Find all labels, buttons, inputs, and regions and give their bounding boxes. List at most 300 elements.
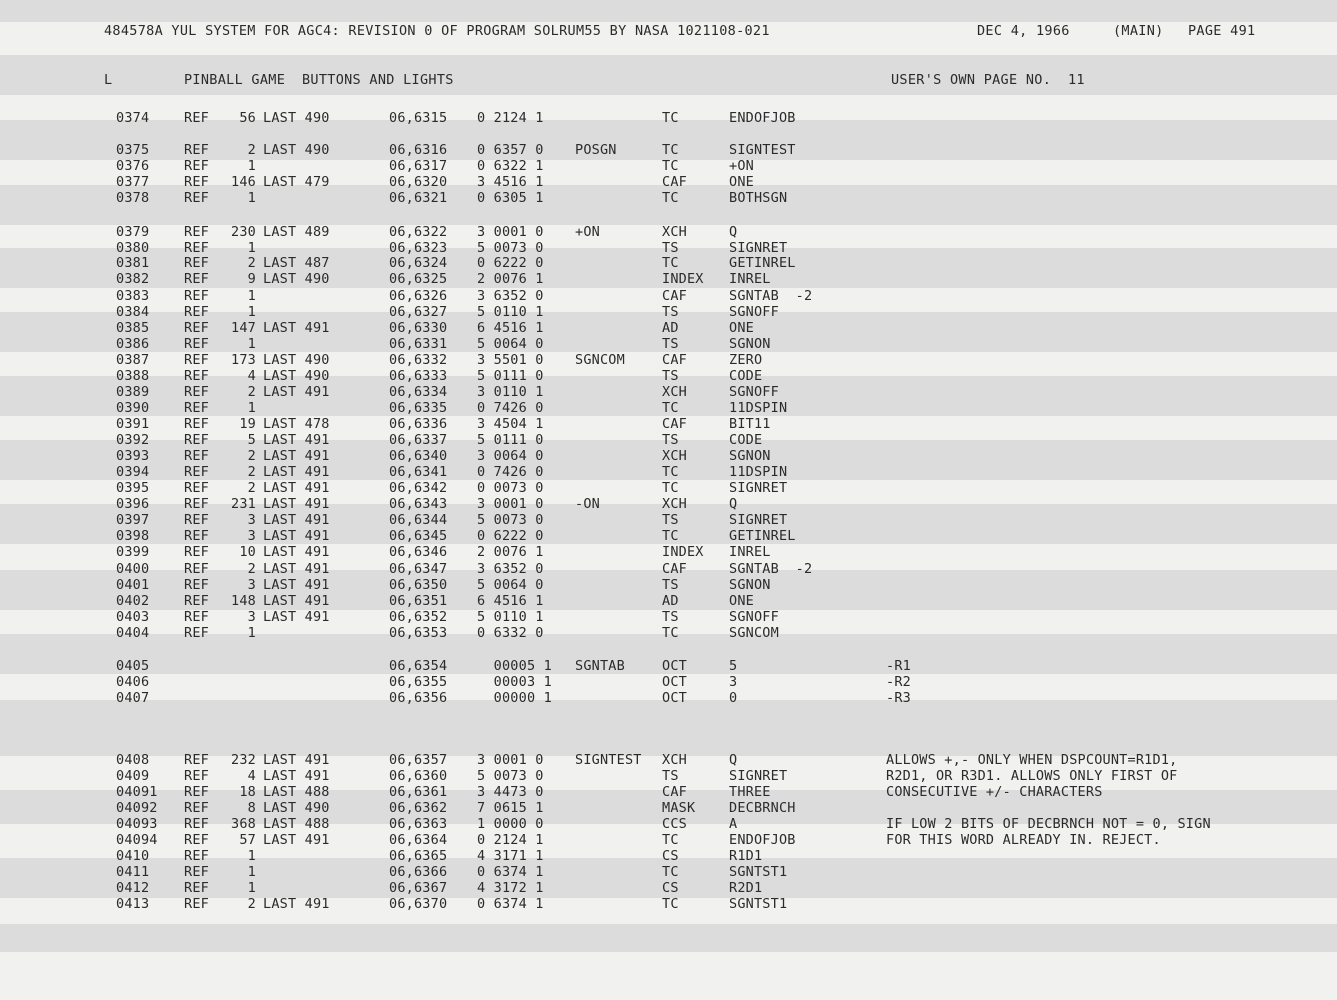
octal-code: 0 6305 1 (477, 190, 544, 206)
listing-line (0, 496, 1337, 512)
listing-line (0, 848, 1337, 864)
operand: 11DSPIN (729, 400, 788, 416)
octal-code: 2 0076 1 (477, 271, 544, 287)
octal-code: 5 0073 0 (477, 512, 544, 528)
octal-code: 0 6332 0 (477, 625, 544, 641)
last-page: LAST 491 (263, 464, 330, 480)
octal-code: 3 5501 0 (477, 352, 544, 368)
page-title: PINBALL GAME BUTTONS AND LIGHTS (184, 72, 454, 88)
memory-address: 06,6343 (389, 496, 448, 512)
last-page: LAST 491 (263, 593, 330, 609)
memory-address: 06,6364 (389, 832, 448, 848)
octal-code: 3 0110 1 (477, 384, 544, 400)
ref-count: 232 (231, 752, 256, 768)
opcode: TS (662, 368, 679, 384)
ref-count: 231 (231, 496, 256, 512)
ref-tag: REF (184, 768, 209, 784)
memory-address: 06,6332 (389, 352, 448, 368)
line-number: 0409 (116, 768, 150, 784)
ref-count: 56 (239, 110, 256, 126)
opcode: OCT (662, 658, 687, 674)
operand: SIGNRET (729, 768, 788, 784)
operand: SIGNRET (729, 480, 788, 496)
octal-code: 0 7426 0 (477, 400, 544, 416)
memory-address: 06,6324 (389, 255, 448, 271)
memory-address: 06,6342 (389, 480, 448, 496)
opcode: TC (662, 158, 679, 174)
last-page: LAST 491 (263, 609, 330, 625)
remark: -R3 (886, 690, 911, 706)
ref-tag: REF (184, 880, 209, 896)
ref-count: 2 (247, 142, 256, 158)
operand: ONE (729, 593, 754, 609)
ref-count: 1 (247, 240, 256, 256)
opcode: OCT (662, 674, 687, 690)
operand: ONE (729, 320, 754, 336)
ref-count: 1 (247, 864, 256, 880)
octal-code: 4 3172 1 (477, 880, 544, 896)
ref-tag: REF (184, 577, 209, 593)
last-page: LAST 490 (263, 368, 330, 384)
line-number: 0413 (116, 896, 150, 912)
ref-tag: REF (184, 480, 209, 496)
paper-band (0, 700, 1337, 756)
remark: FOR THIS WORD ALREADY IN. REJECT. (886, 832, 1161, 848)
ref-tag: REF (184, 288, 209, 304)
operand: THREE (729, 784, 771, 800)
last-page: LAST 491 (263, 320, 330, 336)
ref-count: 3 (247, 512, 256, 528)
operand: ENDOFJOB (729, 832, 796, 848)
ref-count: 2 (247, 255, 256, 271)
last-page: LAST 490 (263, 352, 330, 368)
last-page: LAST 491 (263, 448, 330, 464)
ref-tag: REF (184, 832, 209, 848)
ref-tag: REF (184, 496, 209, 512)
symbol-label: SGNTAB (575, 658, 625, 674)
octal-code: 5 0111 0 (477, 432, 544, 448)
last-page: LAST 490 (263, 271, 330, 287)
memory-address: 06,6336 (389, 416, 448, 432)
line-number: 04094 (116, 832, 158, 848)
ref-tag: REF (184, 625, 209, 641)
operand: R1D1 (729, 848, 763, 864)
listing-line (0, 768, 1337, 784)
octal-code: 3 0064 0 (477, 448, 544, 464)
listing-line (0, 448, 1337, 464)
opcode: TC (662, 896, 679, 912)
operand: CODE (729, 432, 763, 448)
listing-line (0, 142, 1337, 158)
memory-address: 06,6322 (389, 224, 448, 240)
octal-code: 3 4516 1 (477, 174, 544, 190)
ref-count: 1 (247, 336, 256, 352)
memory-address: 06,6346 (389, 544, 448, 560)
line-number: 0385 (116, 320, 150, 336)
memory-address: 06,6330 (389, 320, 448, 336)
memory-address: 06,6347 (389, 561, 448, 577)
opcode: CS (662, 848, 679, 864)
line-number: 0393 (116, 448, 150, 464)
octal-code: 3 0001 0 (477, 496, 544, 512)
opcode: INDEX (662, 271, 704, 287)
ref-tag: REF (184, 368, 209, 384)
memory-address: 06,6327 (389, 304, 448, 320)
opcode: XCH (662, 496, 687, 512)
listing-line (0, 896, 1337, 912)
ref-count: 230 (231, 224, 256, 240)
listing-line (0, 674, 1337, 690)
operand: SIGNRET (729, 240, 788, 256)
listing-line (0, 304, 1337, 320)
listing-line (0, 271, 1337, 287)
ref-count: 2 (247, 448, 256, 464)
octal-code: 6 4516 1 (477, 320, 544, 336)
opcode: XCH (662, 752, 687, 768)
opcode: TS (662, 240, 679, 256)
operand: SGNOFF (729, 304, 779, 320)
ref-tag: REF (184, 864, 209, 880)
line-number: 0387 (116, 352, 150, 368)
ref-tag: REF (184, 224, 209, 240)
listing-line (0, 752, 1337, 768)
line-number: 0391 (116, 416, 150, 432)
ref-count: 3 (247, 528, 256, 544)
operand: SGNTAB -2 (729, 561, 813, 577)
opcode: TC (662, 832, 679, 848)
page-number: PAGE 491 (1188, 23, 1256, 39)
listing-line (0, 880, 1337, 896)
listing-line (0, 816, 1337, 832)
ref-tag: REF (184, 896, 209, 912)
memory-address: 06,6337 (389, 432, 448, 448)
operand: DECBRNCH (729, 800, 796, 816)
listing-line (0, 577, 1337, 593)
memory-address: 06,6321 (389, 190, 448, 206)
line-number: 0383 (116, 288, 150, 304)
ref-count: 1 (247, 400, 256, 416)
memory-address: 06,6340 (389, 448, 448, 464)
ref-count: 2 (247, 464, 256, 480)
octal-code: 4 3171 1 (477, 848, 544, 864)
listing-line (0, 368, 1337, 384)
operand: SIGNTEST (729, 142, 796, 158)
ref-count: 1 (247, 288, 256, 304)
memory-address: 06,6325 (389, 271, 448, 287)
last-page: LAST 491 (263, 528, 330, 544)
octal-code: 5 0110 1 (477, 304, 544, 320)
line-number: 0410 (116, 848, 150, 864)
ref-tag: REF (184, 784, 209, 800)
ref-tag: REF (184, 848, 209, 864)
opcode: AD (662, 593, 679, 609)
ref-tag: REF (184, 448, 209, 464)
listing-line (0, 561, 1337, 577)
line-number: 0380 (116, 240, 150, 256)
line-number: 0398 (116, 528, 150, 544)
ref-count: 1 (247, 304, 256, 320)
opcode: XCH (662, 224, 687, 240)
listing-line (0, 158, 1337, 174)
operand: SGNON (729, 336, 771, 352)
ref-count: 3 (247, 609, 256, 625)
operand: SGNON (729, 577, 771, 593)
line-number: 0400 (116, 561, 150, 577)
listing-line (0, 432, 1337, 448)
line-number: 0378 (116, 190, 150, 206)
operand: SGNON (729, 448, 771, 464)
listing-line (0, 174, 1337, 190)
octal-code: 0 7426 0 (477, 464, 544, 480)
opcode: TC (662, 255, 679, 271)
line-number: 0386 (116, 336, 150, 352)
memory-address: 06,6344 (389, 512, 448, 528)
opcode: TS (662, 609, 679, 625)
listing-section: (MAIN) (1113, 23, 1164, 39)
ref-tag: REF (184, 384, 209, 400)
ref-count: 146 (231, 174, 256, 190)
line-number: 0381 (116, 255, 150, 271)
opcode: CCS (662, 816, 687, 832)
operand: SGNCOM (729, 625, 779, 641)
ref-tag: REF (184, 432, 209, 448)
memory-address: 06,6341 (389, 464, 448, 480)
ref-count: 1 (247, 158, 256, 174)
operand: 3 (729, 674, 738, 690)
opcode: CAF (662, 561, 687, 577)
opcode: TC (662, 464, 679, 480)
opcode: TC (662, 480, 679, 496)
line-number: 0397 (116, 512, 150, 528)
opcode: TC (662, 528, 679, 544)
line-number: 0396 (116, 496, 150, 512)
memory-address: 06,6316 (389, 142, 448, 158)
ref-count: 1 (247, 190, 256, 206)
line-number: 0376 (116, 158, 150, 174)
ref-tag: REF (184, 352, 209, 368)
listing-line (0, 400, 1337, 416)
operand: SGNTST1 (729, 864, 788, 880)
ref-tag: REF (184, 816, 209, 832)
last-page: LAST 490 (263, 142, 330, 158)
octal-code: 0 6222 0 (477, 255, 544, 271)
operand: CODE (729, 368, 763, 384)
listing-line (0, 240, 1337, 256)
listing-line (0, 658, 1337, 674)
octal-code: 3 6352 0 (477, 561, 544, 577)
memory-address: 06,6323 (389, 240, 448, 256)
memory-address: 06,6320 (389, 174, 448, 190)
last-page: LAST 491 (263, 561, 330, 577)
opcode: MASK (662, 800, 696, 816)
operand: A (729, 816, 738, 832)
listing-line (0, 320, 1337, 336)
last-page: LAST 491 (263, 512, 330, 528)
listing-line (0, 625, 1337, 641)
opcode: TC (662, 190, 679, 206)
listing-line (0, 110, 1337, 126)
line-number: 0404 (116, 625, 150, 641)
listing-line (0, 690, 1337, 706)
line-number: 04093 (116, 816, 158, 832)
listing-line (0, 288, 1337, 304)
last-page: LAST 488 (263, 816, 330, 832)
last-page: LAST 491 (263, 768, 330, 784)
memory-address: 06,6366 (389, 864, 448, 880)
opcode: TC (662, 625, 679, 641)
line-number: 0406 (116, 674, 150, 690)
ref-count: 18 (239, 784, 256, 800)
last-page: LAST 491 (263, 752, 330, 768)
memory-address: 06,6357 (389, 752, 448, 768)
octal-code: 00003 1 (477, 674, 552, 690)
line-number: 04092 (116, 800, 158, 816)
line-number: 0382 (116, 271, 150, 287)
ref-tag: REF (184, 110, 209, 126)
octal-code: 6 4516 1 (477, 593, 544, 609)
last-page: LAST 490 (263, 800, 330, 816)
ref-count: 2 (247, 896, 256, 912)
last-page: LAST 490 (263, 110, 330, 126)
memory-address: 06,6370 (389, 896, 448, 912)
memory-address: 06,6352 (389, 609, 448, 625)
opcode: TS (662, 512, 679, 528)
memory-address: 06,6367 (389, 880, 448, 896)
opcode: TS (662, 577, 679, 593)
opcode: XCH (662, 384, 687, 400)
listing-line (0, 480, 1337, 496)
operand: INREL (729, 271, 771, 287)
ref-count: 10 (239, 544, 256, 560)
listing-system-header: 484578A YUL SYSTEM FOR AGC4: REVISION 0 OF PROGRAM SOLRUM55 BY NASA 1021108-021 (104, 23, 770, 39)
remark: IF LOW 2 BITS OF DECBRNCH NOT = 0, SIGN (886, 816, 1211, 832)
listing-line (0, 416, 1337, 432)
operand: Q (729, 496, 738, 512)
octal-code: 5 0111 0 (477, 368, 544, 384)
octal-code: 5 0064 0 (477, 577, 544, 593)
ref-count: 5 (247, 432, 256, 448)
operand: +ON (729, 158, 754, 174)
ref-tag: REF (184, 271, 209, 287)
ref-tag: REF (184, 255, 209, 271)
opcode: CAF (662, 174, 687, 190)
operand: R2D1 (729, 880, 763, 896)
octal-code: 2 0076 1 (477, 544, 544, 560)
octal-code: 0 2124 1 (477, 110, 544, 126)
opcode: OCT (662, 690, 687, 706)
last-page: LAST 491 (263, 832, 330, 848)
symbol-label: SIGNTEST (575, 752, 642, 768)
octal-code: 0 0073 0 (477, 480, 544, 496)
ref-count: 2 (247, 480, 256, 496)
memory-address: 06,6355 (389, 674, 448, 690)
memory-address: 06,6334 (389, 384, 448, 400)
memory-address: 06,6326 (389, 288, 448, 304)
last-page: LAST 488 (263, 784, 330, 800)
listing-line (0, 593, 1337, 609)
line-number: 0395 (116, 480, 150, 496)
octal-code: 3 4473 0 (477, 784, 544, 800)
octal-code: 3 0001 0 (477, 224, 544, 240)
octal-code: 5 0064 0 (477, 336, 544, 352)
line-number: 0411 (116, 864, 150, 880)
line-number: 0407 (116, 690, 150, 706)
ref-count: 147 (231, 320, 256, 336)
operand: Q (729, 224, 738, 240)
operand: GETINREL (729, 528, 796, 544)
listing-line (0, 512, 1337, 528)
last-page: LAST 478 (263, 416, 330, 432)
ref-count: 8 (247, 800, 256, 816)
ref-tag: REF (184, 158, 209, 174)
memory-address: 06,6331 (389, 336, 448, 352)
memory-address: 06,6354 (389, 658, 448, 674)
memory-address: 06,6361 (389, 784, 448, 800)
line-number: 04091 (116, 784, 158, 800)
line-number: 0375 (116, 142, 150, 158)
operand: 5 (729, 658, 738, 674)
operand: SGNTAB -2 (729, 288, 813, 304)
octal-code: 0 6374 1 (477, 864, 544, 880)
octal-code: 5 0073 0 (477, 768, 544, 784)
opcode: TC (662, 142, 679, 158)
listing-line (0, 784, 1337, 800)
ref-tag: REF (184, 512, 209, 528)
line-number: 0379 (116, 224, 150, 240)
opcode: TS (662, 304, 679, 320)
symbol-label: -ON (575, 496, 600, 512)
line-number: 0390 (116, 400, 150, 416)
octal-code: 0 6374 1 (477, 896, 544, 912)
opcode: TC (662, 400, 679, 416)
operand: SGNOFF (729, 384, 779, 400)
opcode: TC (662, 110, 679, 126)
listing-line (0, 336, 1337, 352)
memory-address: 06,6317 (389, 158, 448, 174)
line-number: 0392 (116, 432, 150, 448)
paper-band (0, 0, 1337, 22)
ref-count: 2 (247, 384, 256, 400)
opcode: TS (662, 432, 679, 448)
listing-line (0, 832, 1337, 848)
memory-address: 06,6335 (389, 400, 448, 416)
operand: BOTHSGN (729, 190, 788, 206)
memory-address: 06,6360 (389, 768, 448, 784)
memory-address: 06,6350 (389, 577, 448, 593)
operand: INREL (729, 544, 771, 560)
listing-line (0, 224, 1337, 240)
ref-tag: REF (184, 464, 209, 480)
symbol-label: POSGN (575, 142, 617, 158)
opcode: AD (662, 320, 679, 336)
octal-code: 1 0000 0 (477, 816, 544, 832)
memory-address: 06,6315 (389, 110, 448, 126)
ref-count: 1 (247, 848, 256, 864)
line-number: 0389 (116, 384, 150, 400)
opcode: XCH (662, 448, 687, 464)
last-page: LAST 489 (263, 224, 330, 240)
listing-line (0, 352, 1337, 368)
line-number: 0374 (116, 110, 150, 126)
ref-tag: REF (184, 544, 209, 560)
octal-code: 0 6322 1 (477, 158, 544, 174)
symbol-label: SGNCOM (575, 352, 625, 368)
memory-address: 06,6345 (389, 528, 448, 544)
listing-line (0, 609, 1337, 625)
octal-code: 3 6352 0 (477, 288, 544, 304)
operand: GETINREL (729, 255, 796, 271)
paper-band (0, 924, 1337, 952)
